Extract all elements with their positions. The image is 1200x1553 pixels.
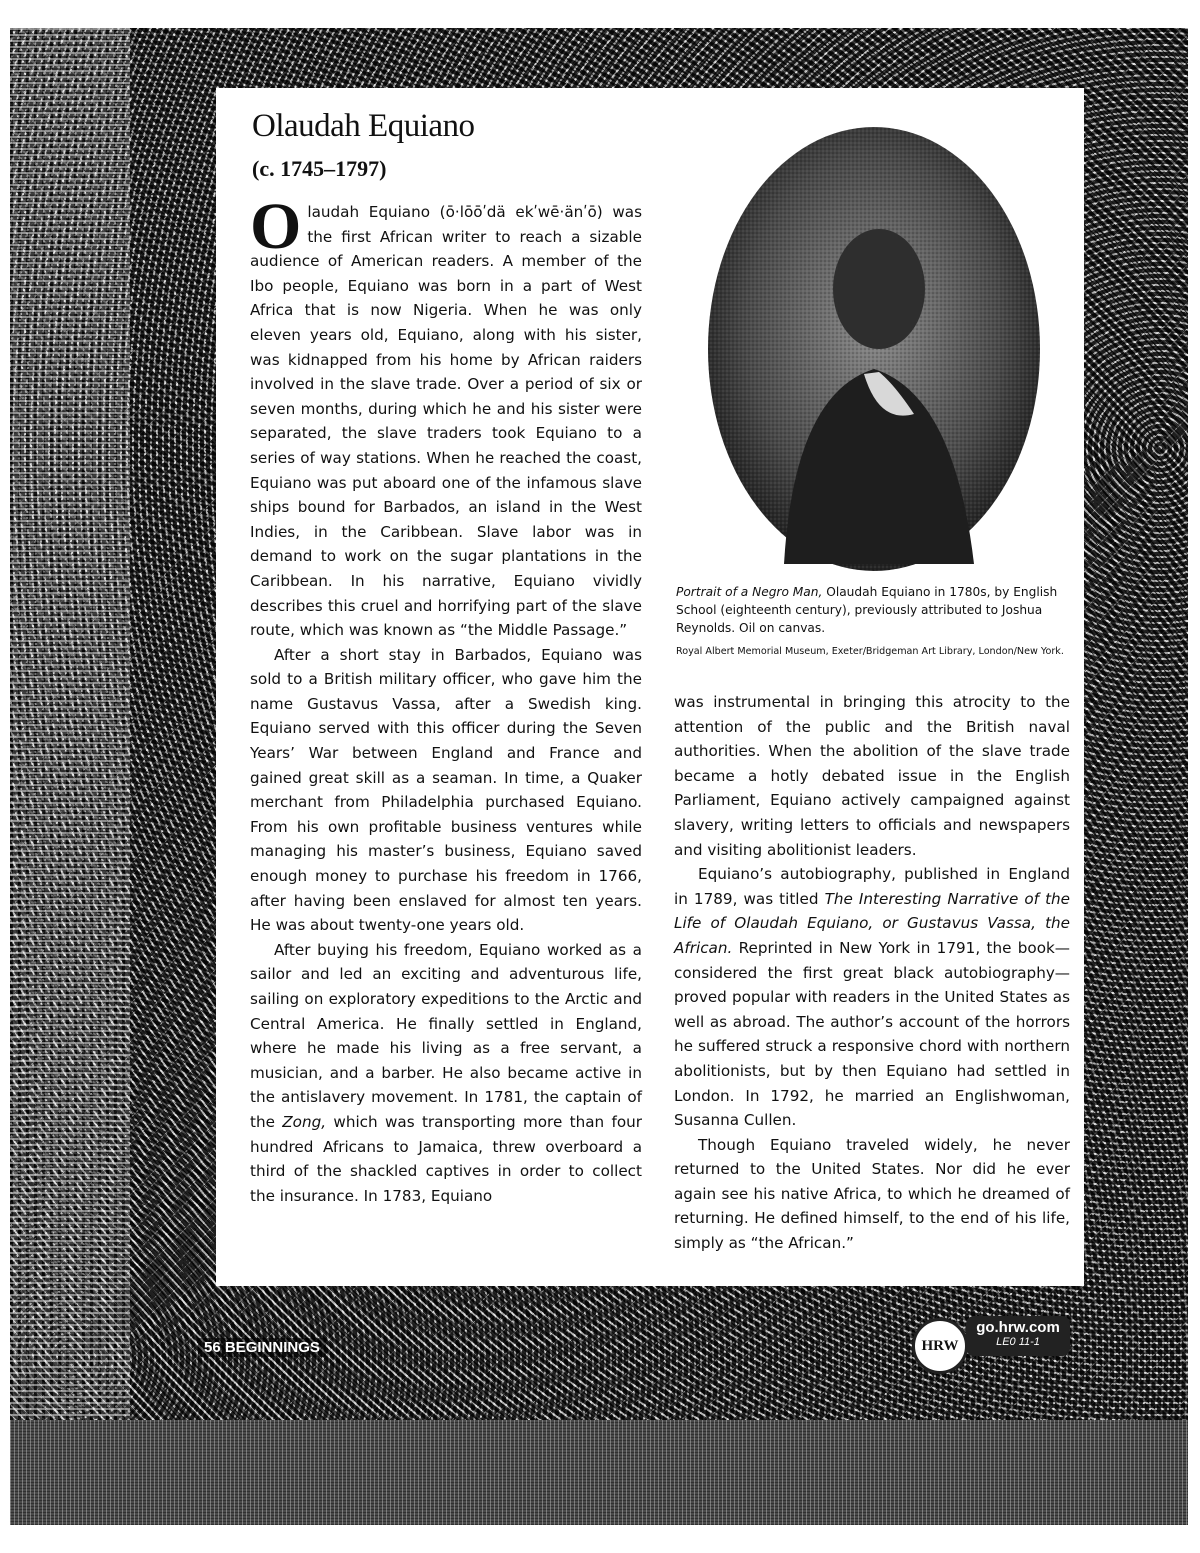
paragraph: was instrumental in bringing this atrocity to the attention of the public and the British naval authorities. When the abolition of the slave trade became a hotly debated issue in the English Parliament, Equiano actively campaigned against slavery, writing letters to officials and newspapers and visiting abolitionist leaders. xyxy=(674,693,1070,859)
drop-cap: O xyxy=(250,190,302,263)
hrw-logo: HRW xyxy=(912,1318,968,1374)
paragraph: After a short stay in Barbados, Equiano was sold to a British military officer, who gave him the name Gustavus Vassa, after a Swedish king. Equiano served with this officer during the Seven Years’ War between England and France and gained great skill as a seaman. In time, a Quaker merchant from Philadelphia purchased Equiano. From his own profitable business ventures while managing his master’s business, Equiano saved enough money to purchase his freedom in 1766, after having been enslaved for almost ten years. He was about twenty-one years old. xyxy=(250,645,642,935)
book-title: The Interesting Narrative of the Life of Olaudah Equiano, or Gustavus Vassa, the African. xyxy=(674,889,1071,957)
ship-name: Zong, xyxy=(282,1112,327,1131)
paragraph-text: which was transporting more than four hundred Africans to Jamaica, threw overboard a third of the shackled captives in order to collect the insurance. In 1783, Equiano xyxy=(250,1112,642,1205)
decorative-bottom-strip xyxy=(10,1420,1188,1525)
portrait-image xyxy=(704,124,1044,574)
portrait-head xyxy=(833,229,925,349)
body-column-left xyxy=(250,190,642,1208)
portrait-caption xyxy=(676,583,1066,637)
caption-text: Olaudah Equiano in 1780s, by English School (eighteenth century), previously attributed to Joshua Reynolds. Oil on canvas. xyxy=(676,585,1058,635)
paragraph xyxy=(250,190,642,643)
page-title: Olaudah Equiano xyxy=(252,108,475,144)
paragraph xyxy=(250,938,642,1209)
page-number-label: 56 BEGINNINGS xyxy=(198,1338,326,1357)
body-column-right xyxy=(674,690,1070,1256)
image-credit: Royal Albert Memorial Museum, Exeter/Bridgeman Art Library, London/New York. xyxy=(676,646,1064,657)
decorative-left-edge xyxy=(10,28,130,1428)
paragraph-text: After buying his freedom, Equiano worked as a sailor and led an exciting and adventurous life, sailing on exploratory expeditions to the Arctic and Central America. He finally settled in England, where he made his living as a free servant, a musician, and a barber. He also became active in the antislavery movement. In 1781, the captain of the xyxy=(250,940,642,1131)
caption-title: Portrait of a Negro Man, xyxy=(676,585,823,599)
paragraph: Though Equiano traveled widely, he never returned to the United States. Nor did he ever again see his native Africa, to which he dreamed of returning. He defined himself, to the end of his life, simply as “the African.” xyxy=(674,1135,1070,1253)
go-keyword: LE0 11-1 xyxy=(996,1336,1040,1348)
go-online-link[interactable] xyxy=(966,1316,1070,1356)
paragraph-text: Equiano’s autobiography, published in England in 1789, was titled xyxy=(674,865,1070,908)
paragraph-text: Reprinted in New York in 1791, the book—considered the first great black autobiography—proved popular with readers in the United States as well as abroad. The author’s account of the horrors he suffered struck a responsive chord with northern abolitionists, but by then Equiano had settled in London. In 1792, he married an Englishwoman, Susanna Cullen. xyxy=(674,938,1070,1130)
paragraph xyxy=(674,862,1070,1133)
paragraph-text: laudah Equiano (ō·lōōʹdä ekʹwē·änʹō) was the first African writer to reach a sizable audience of American readers. A member of the Ibo people, Equiano was born in a part of West Africa that is now Nigeria. When he was only eleven years old, Equiano, along with his sister, was kidnapped from his home by African raiders involved in the slave trade. Over a period of six or seven months, during which he and his sister were separated, the slave traders took Equiano to a series of way stations. When he reached the coast, Equiano was put aboard one of the infamous slave ships bound for Barbados, an island in the West Indies, in the Caribbean. Slave labor was in demand to work on the sugar plantations in the Caribbean. In his narrative, Equiano vividly describes this cruel and horrifying part of the slave route, which was known as “the Middle Passage.” xyxy=(250,203,642,640)
life-dates: (c. 1745–1797) xyxy=(252,156,387,181)
go-url: go.hrw.com xyxy=(976,1319,1060,1336)
